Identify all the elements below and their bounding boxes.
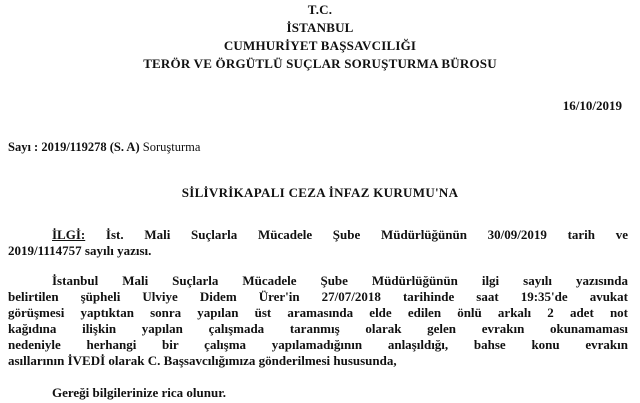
body-line-4: kağıdına ilişkin yapılan çalışmada taranmış olarak gelen evrakın okunamaması [8, 321, 628, 336]
header-tc: T.C. [307, 2, 333, 17]
subject-reference-text-1: İst. Mali Suçlarla Mücadele Şube Müdürlüğünün 30/09/2019 tarih ve [85, 227, 628, 242]
subject-reference-line-2: 2019/1114757 sayılı yazısı. [8, 243, 152, 258]
body-line-5: nedeniyle herhangi bir çalışma yapılamadığının anlaşıldığı, bahse konu evrakın [8, 337, 628, 352]
header-bureau: TERÖR VE ÖRGÜTLÜ SUÇLAR SORUŞTURMA BÜROSU [143, 56, 497, 71]
closing-line: Gereği bilgilerinize rica olunur. [52, 385, 227, 400]
letter-body [8, 273, 628, 369]
subject-reference-label: İLGİ: [52, 227, 86, 242]
subject-reference-line-1 [52, 227, 628, 243]
reference-number-label: Sayı : 2019/119278 (S. A) [8, 140, 140, 154]
reference-number [8, 140, 200, 155]
header-city: İSTANBUL [286, 20, 354, 35]
header-office: CUMHURİYET BAŞSAVCILIĞI [223, 38, 417, 53]
body-line-3: görüşmesi yaptıktan sonra yapılan üst aramasında elde edilen önlü arkalı 2 adet not [8, 305, 628, 320]
document-date: 16/10/2019 [562, 98, 622, 113]
addressee: SİLİVRİKAPALI CEZA İNFAZ KURUMU'NA [181, 185, 459, 200]
body-line-6: asıllarının İVEDİ olarak C. Başsavcılığımıza gönderilmesi hususunda, [8, 353, 397, 368]
subject-reference [8, 227, 628, 259]
body-line-2: belirtilen şüpheli Ulviye Didem Ürer'in 27/07/2018 tarihinde saat 19:35'de avukat [8, 289, 628, 304]
body-line-1: İstanbul Mali Suçlarla Mücadele Şube Müdürlüğünün ilgi sayılı yazısında [52, 273, 628, 288]
reference-number-suffix: Soruşturma [139, 140, 201, 154]
